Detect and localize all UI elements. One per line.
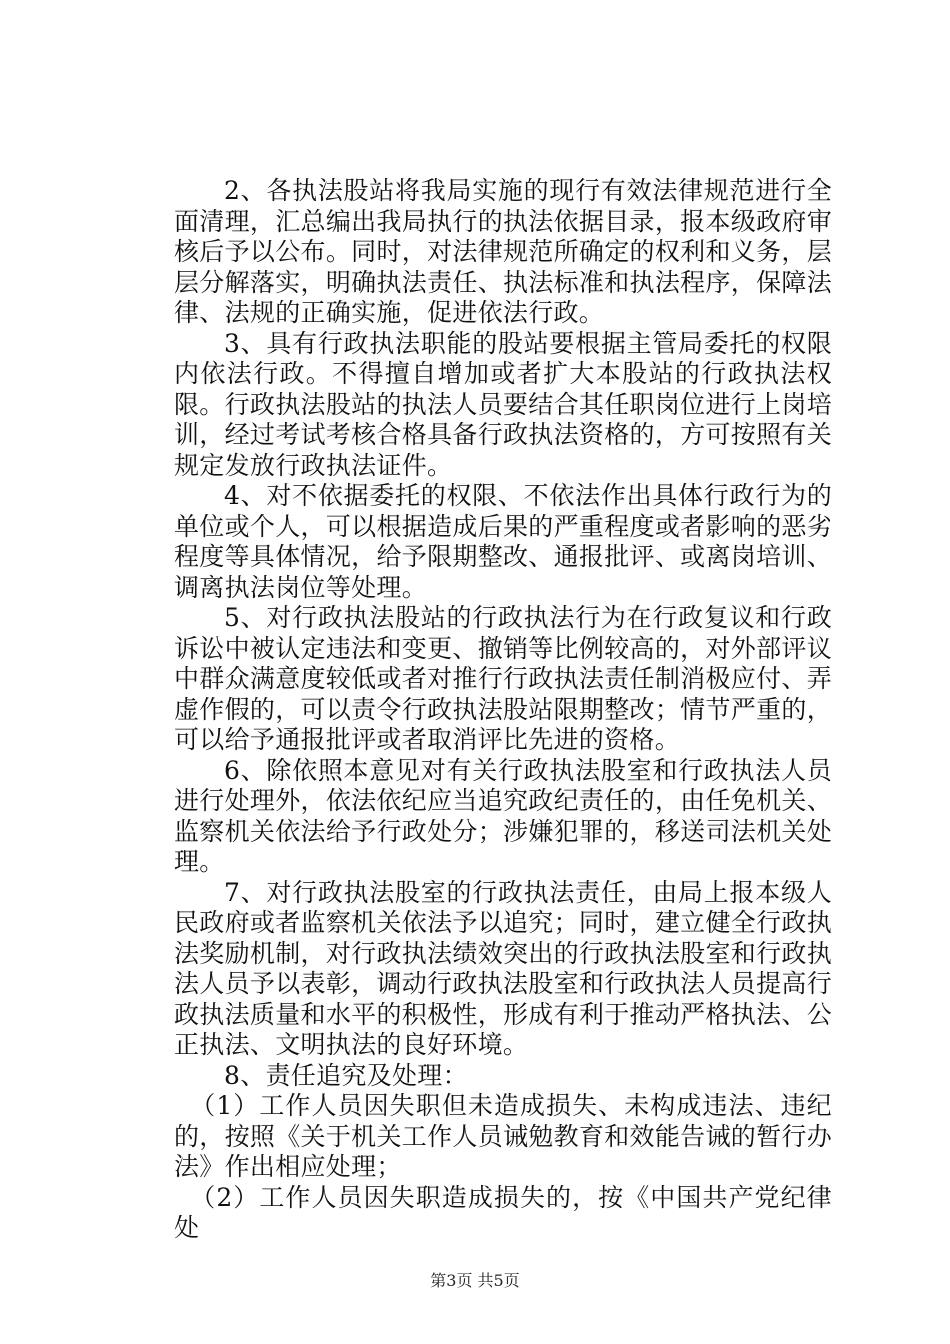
sub-item-1: （1）工作人员因失职但未造成损失、未构成违法、违纪的，按照《关于机关工作人员诫勉教育和效能告诫的暂行办法》作出相应处理； [174,1091,832,1181]
page-number-footer: 第3页 共5页 [430,1271,520,1290]
sub-item-2: （2）工作人员因失职造成损失的，按《中国共产党纪律处 [174,1182,832,1242]
paragraph-6: 6、除依照本意见对有关行政执法股室和行政执法人员进行处理外，依法依纪应当追究政纪责任的，由任免机关、监察机关依法给予行政处分；涉嫌犯罪的，移送司法机关处理。 [174,755,832,876]
paragraph-3: 3、具有行政执法职能的股站要根据主管局委托的权限内依法行政。不得擅自增加或者扩大本股站的行政执法权限。行政执法股站的执法人员要结合其任职岗位进行上岗培训，经过考试考核合格具备行政执法资格的，方可按照有关规定发放行政执法证件。 [174,328,832,480]
paragraph-2: 2、各执法股站将我局实施的现行有效法律规范进行全面清理，汇总编出我局执行的执法依据目录，报本级政府审核后予以公布。同时，对法律规范所确定的权利和义务，层层分解落实，明确执法责任、执法标准和执法程序，保障法律、法规的正确实施，促进依法行政。 [174,176,832,327]
document-body [174,176,832,1244]
paragraph-5: 5、对行政执法股站的行政执法行为在行政复议和行政诉讼中被认定违法和变更、撤销等比例较高的，对外部评议中群众满意度较低或者对推行行政执法责任制消极应付、弄虚作假的，可以责令行政执法股站限期整改；情节严重的，可以给予通报批评或者取消评比先进的资格。 [174,603,832,754]
paragraph-8-heading: 8、责任追究及处理： [224,1060,468,1090]
paragraph-4: 4、对不依据委托的权限、不依法作出具体行政行为的单位或个人，可以根据造成后果的严重程度或者影响的恶劣程度等具体情况，给予限期整改、通报批评、或离岗培训、调离执法岗位等处理。 [174,481,832,602]
paragraph-7: 7、对行政执法股室的行政执法责任，由局上报本级人民政府或者监察机关依法予以追究；同时，建立健全行政执法奖励机制，对行政执法绩效突出的行政执法股室和行政执法人员予以表彰，调动行政执法股室和行政执法人员提高行政执法质量和水平的积极性，形成有利于推动严格执法、公正执法、文明执法的良好环境。 [174,877,832,1059]
